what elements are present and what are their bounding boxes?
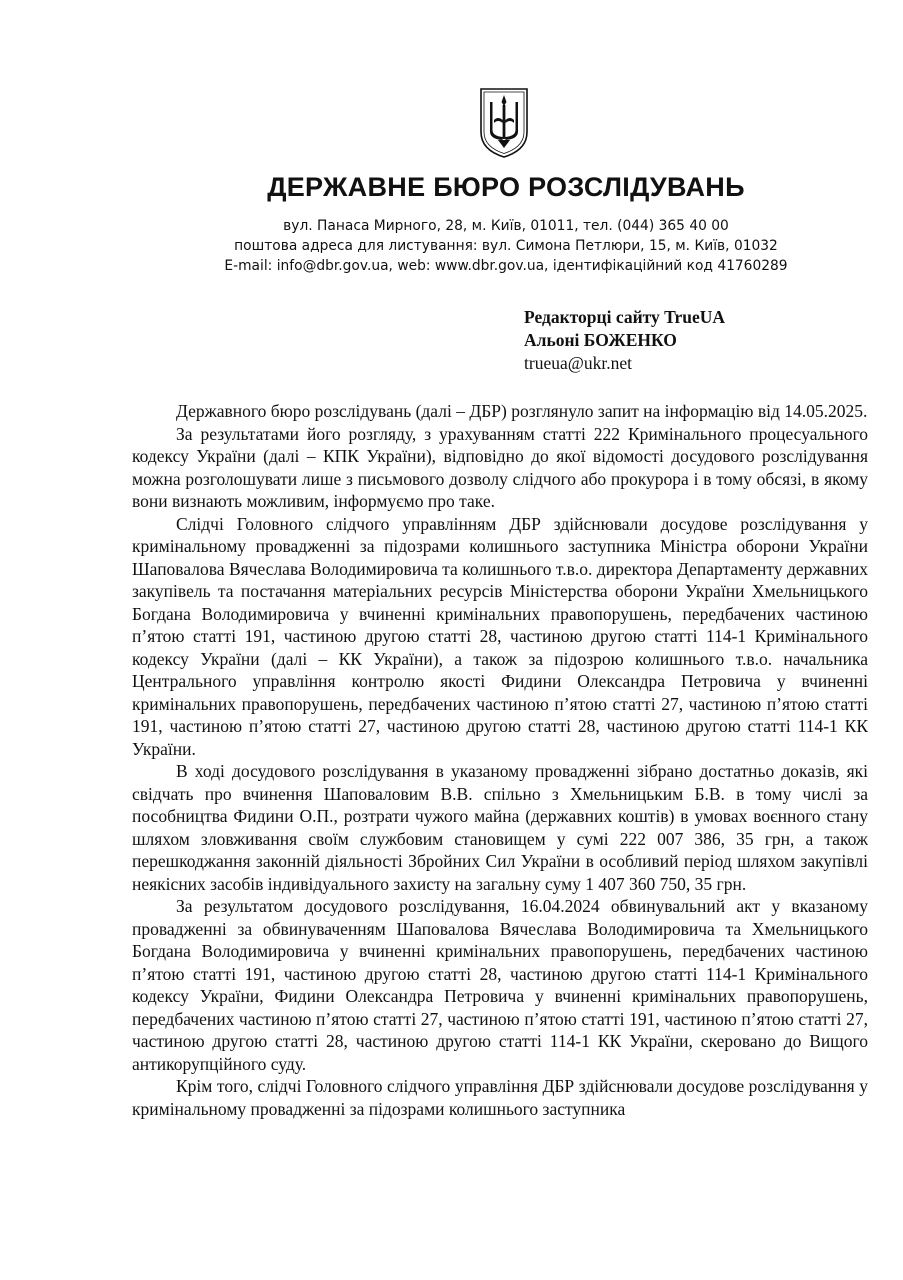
addressee-name: Альоні БОЖЕНКО bbox=[524, 330, 677, 350]
body-paragraph: Крім того, слідчі Головного слідчого управління ДБР здійснювали досудове розслідування у кримінальному провадженні за підозрами колишнього заступника bbox=[132, 1076, 868, 1119]
body-paragraph: В ході досудового розслідування в указаному провадженні зібрано достатньо доказів, які свідчать про вчинення Шаповаловим В.В. спільно з Хмельницьким Б.В. в тому числі за пособництва Фидини О.П., розтрати чужого майна (державних коштів) в умовах воєнного стану шляхом зловживання своїм службовим становищем у сумі 222 007 386, 35 грн, а також перешкоджання законній діяльності Збройних Сил України в особливий період шляхом закупівлі неякісних засобів індивідуального захисту на загальну суму 1 407 360 750, 35 грн. bbox=[132, 761, 868, 894]
trident-coat-of-arms-icon bbox=[478, 86, 530, 160]
address-line: вул. Панаса Мирного, 28, м. Київ, 01011, тел. (044) 365 40 00 bbox=[283, 218, 729, 234]
letter-body bbox=[132, 400, 868, 1120]
addressee-title: Редакторці сайту TrueUA bbox=[524, 307, 726, 327]
email-web-line: E-mail: info@dbr.gov.ua, web: www.dbr.gov.ua, ідентифікаційний код 41760289 bbox=[224, 258, 788, 274]
body-paragraph: За результатами його розгляду, з урахуванням статті 222 Кримінального процесуального кодексу України (далі – КПК України), відповідно до якої відомості досудового розслідування можна розголошувати лише з письмового дозволу слідчого або прокурора і в тому обсязі, в якому вони визнають можливим, інформуємо про таке. bbox=[132, 423, 868, 511]
addressee-block bbox=[524, 306, 884, 375]
body-paragraph: Державного бюро розслідувань (далі – ДБР) розглянуло запит на інформацію від 14.05.2025. bbox=[176, 401, 868, 421]
body-paragraph: Слідчі Головного слідчого управлінням ДБР здійснювали досудове розслідування у кримінальному провадженні за підозрами колишнього заступника Міністра оборони України Шаповалова Вячеслава Володимировича та колишнього т.в.о. директора Департаменту державних закупівель та постачання матеріальних ресурсів Міністерства оборони України Хмельницького Богдана Володимировича у вчиненні кримінальних правопорушень, передбачених частиною п’ятою статті 191, частиною другою статті 28, частиною другою статті 114-1 Кримінального кодексу України (далі – КК України), а також за підозрою колишнього т.в.о. начальника Центрального управління контролю якості Фидини Олександра Петровича у вчиненні кримінальних правопорушень, передбачених частиною п’ятою статті 27, частиною п’ятою статті 191, частиною п’ятою статті 27, частиною другою статті 28, частиною другою статті 114-1 КК України. bbox=[132, 513, 868, 759]
postal-address-line: поштова адреса для листування: вул. Симона Петлюри, 15, м. Київ, 01032 bbox=[234, 238, 778, 254]
organization-contacts bbox=[200, 216, 812, 276]
body-paragraph: За результатом досудового розслідування, 16.04.2024 обвинувальний акт у вказаному провадженні за обвинуваченням Шаповалова Вячеслава Володимировича та Хмельницького Богдана Володимировича у вчиненні кримінальних правопорушень, передбачених частиною п’ятою статті 191, частиною другою статті 28, частиною другою статті 114-1 Кримінального кодексу України, Фидини Олександра Петровича у вчиненні кримінальних правопорушень, передбачених частиною п’ятою статті 27, частиною п’ятою статті 191, частиною п’ятою статті 27, частиною другою статті 28, частиною другою статті 114-1 КК України, скеровано до Вищого антикорупційного суду. bbox=[132, 896, 868, 1074]
addressee-email: trueua@ukr.net bbox=[524, 353, 632, 373]
organization-name: ДЕРЖАВНЕ БЮРО РОЗСЛІДУВАНЬ bbox=[267, 172, 745, 202]
